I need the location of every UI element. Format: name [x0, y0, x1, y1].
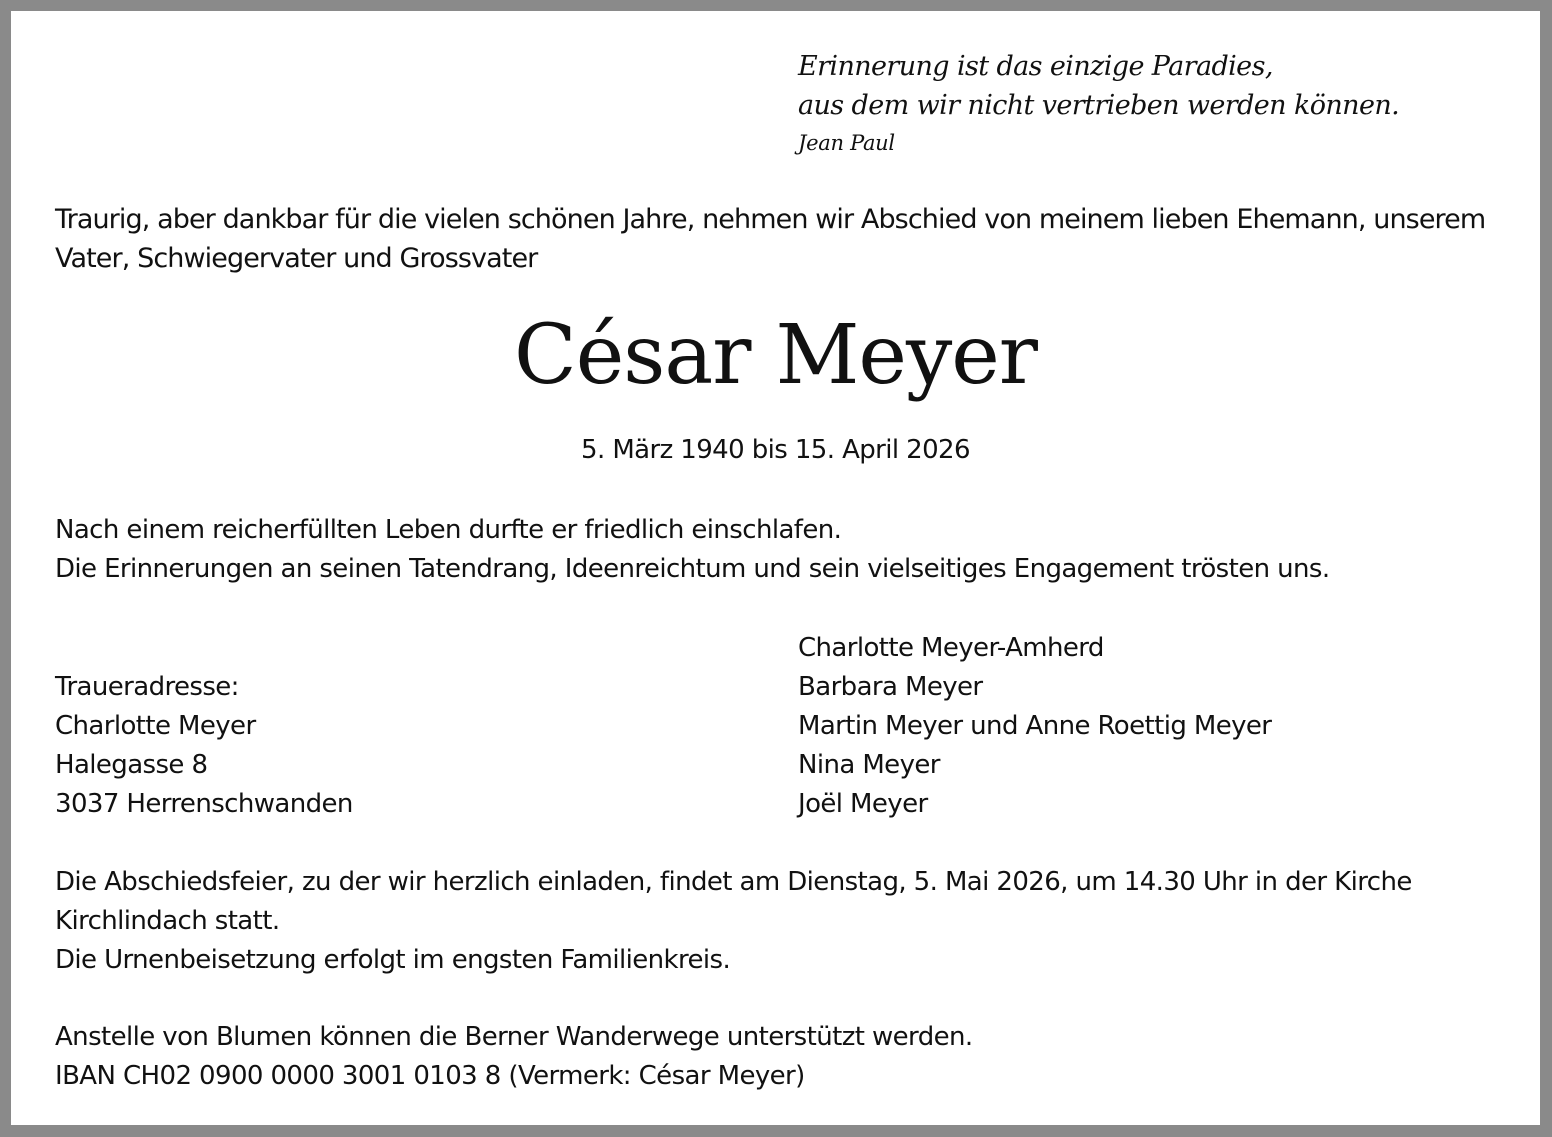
- quote-line: aus dem wir nicht vertrieben werden können.: [798, 90, 1400, 121]
- family-member: Joël Meyer: [798, 789, 928, 819]
- family-list: [798, 629, 1271, 824]
- deceased-name: César Meyer: [513, 308, 1038, 403]
- ceremony-info: [55, 863, 1535, 980]
- donation-info: [55, 1018, 973, 1096]
- family-member: Martin Meyer und Anne Roettig Meyer: [798, 711, 1272, 741]
- body-paragraph: [55, 511, 1330, 589]
- donation-iban: IBAN CH02 0900 0000 3001 0103 8 (Vermerk: César Meyer): [55, 1061, 805, 1091]
- obituary-notice: [11, 11, 1540, 1125]
- address-line: 3037 Herrenschwanden: [55, 789, 353, 819]
- quote-line: Erinnerung ist das einzige Paradies,: [798, 51, 1273, 82]
- ceremony-line: Die Abschiedsfeier, zu der wir herzlich einladen, findet am Dienstag, 5. Mai 2026, um 14.30 Uhr in der Kirche Kirchlindach statt.: [55, 867, 1412, 936]
- donation-line: Anstelle von Blumen können die Berner Wanderwege unterstützt werden.: [55, 1022, 973, 1052]
- intro-text: Traurig, aber dankbar für die vielen schönen Jahre, nehmen wir Abschied von meinem lieben Ehemann, unserem Vater, Schwiegervater und Grossvater: [55, 204, 1486, 274]
- family-member: Charlotte Meyer-Amherd: [798, 633, 1104, 663]
- address-label: Traueradresse:: [55, 672, 239, 702]
- body-line: Die Erinnerungen an seinen Tatendrang, Ideenreichtum und sein vielseitiges Engagement trösten uns.: [55, 554, 1330, 584]
- mourning-address: [55, 668, 353, 824]
- address-line: Charlotte Meyer: [55, 711, 256, 741]
- body-line: Nach einem reicherfüllten Leben durfte er friedlich einschlafen.: [55, 515, 842, 545]
- family-member: Nina Meyer: [798, 750, 940, 780]
- family-member: Barbara Meyer: [798, 672, 983, 702]
- quote-block: [798, 47, 1399, 161]
- life-dates: 5. März 1940 bis 15. April 2026: [581, 435, 970, 465]
- address-line: Halegasse 8: [55, 750, 208, 780]
- quote-author: Jean Paul: [798, 131, 895, 155]
- ceremony-line: Die Urnenbeisetzung erfolgt im engsten Familienkreis.: [55, 945, 731, 975]
